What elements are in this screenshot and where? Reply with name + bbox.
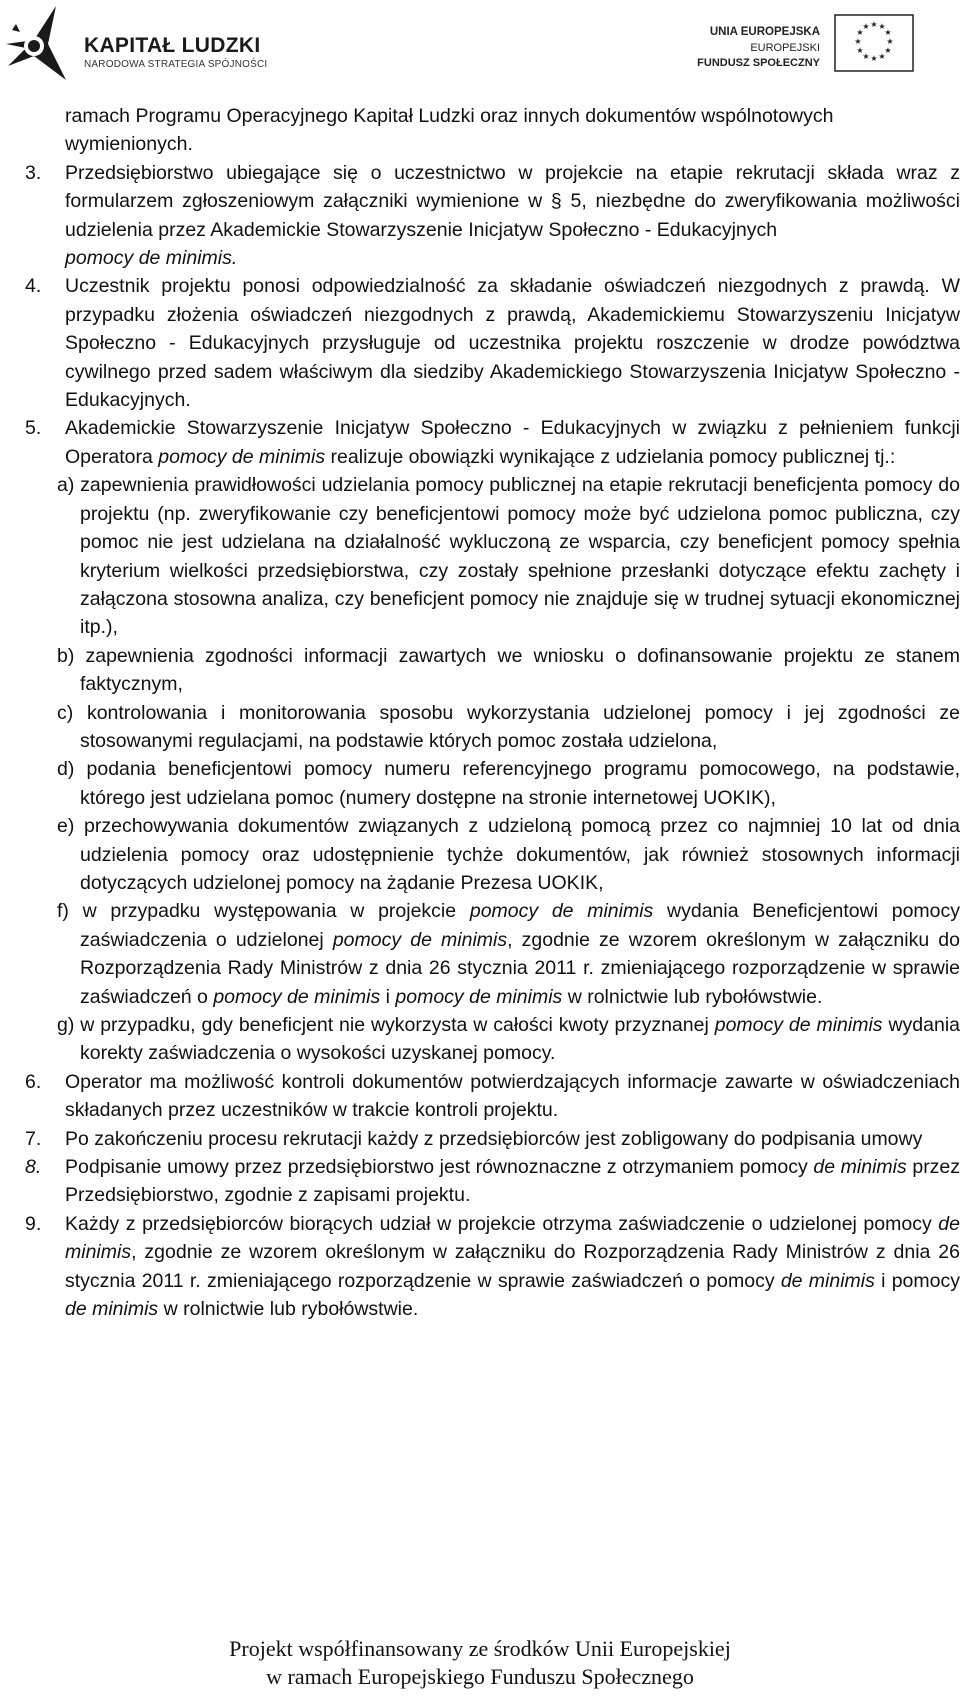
sub-item-c <box>25 699 960 756</box>
kapital-ludzki-logo <box>4 4 274 86</box>
item-text: w rolnictwie lub rybołówstwie. <box>163 1298 419 1321</box>
sub-item-text: , zgodnie ze wzorem określonym w załączniku do Rozporządzenia Rady Ministrów z dnia 26 stycznia 2011 r. zmieniającego rozporządzenie w sprawie zaświadczeń o <box>80 928 960 1008</box>
page-footer <box>0 1635 960 1691</box>
sub-item-text: d) podania beneficjentowi pomocy numeru referencyjnego programu pomocowego, na podstawie, którego jest udzielana pomoc (numery dostępne na stronie internetowej UOKIK), <box>57 758 960 809</box>
item-text-italic: de minimis <box>780 1269 875 1292</box>
list-item-8 <box>25 1153 960 1210</box>
sub-item-text: b) zapewnienia zgodności informacji zawartych we wniosku o dofinansowanie projektu ze stanem faktycznym, <box>57 644 960 696</box>
kapital-ludzki-emblem-icon <box>4 4 68 82</box>
list-item-3 <box>25 159 960 273</box>
eu-logo <box>690 14 920 76</box>
sub-item-text: i <box>385 985 390 1008</box>
svg-text:★: ★ <box>862 52 870 61</box>
list-item-9 <box>25 1210 960 1324</box>
sub-item-text: a) zapewnienia prawidłowości udzielania pomocy publicznej na etapie rekrutacji beneficjenta pomocy do projektu (np. zweryfikowanie czy beneficjentowi pomocy może być udzielona pomoc publiczna, czy pomoc nie jest udzielana na działalność wykluczoną ze wsparcia, czy beneficjent pomocy spełnia kryterium wielkości przedsiębiorstwa, czy zostały spełnione przesłanki dotyczące efektu zachęty i załączona stosowna analiza, czy beneficjent pomocy nie znajduje się w trudnej sytuacji ekonomicznej itp.), <box>57 474 960 639</box>
list-item-6 <box>25 1068 960 1125</box>
sub-item-text: f) w przypadku występowania w projekcie <box>57 900 457 923</box>
item-text: przez Przedsiębiorstwo, zgodnie z zapisami projektu. <box>65 1156 960 1207</box>
svg-text:★: ★ <box>870 20 878 29</box>
sub-item-italic: pomocy de minimis <box>213 985 381 1008</box>
item-text: Podpisanie umowy przez przedsiębiorstwo jest równoznaczne z otrzymaniem pomocy <box>65 1156 808 1179</box>
list-item-5 <box>25 414 960 471</box>
item-text: Po zakończeniu procesu rekrutacji każdy z przedsiębiorców jest zobligowany do podpisania umowy <box>65 1127 923 1150</box>
item-text-italic: pomocy de minimis. <box>65 247 238 270</box>
item-text: realizuje obowiązki wynikające z udzielania pomocy publicznej tj.: <box>330 445 896 468</box>
sub-item-text: wydania korekty zaświadczenia o wysokości uzyskanej pomocy. <box>80 1014 960 1065</box>
item-number: 3. <box>25 161 42 184</box>
sub-item-text: wydania Beneficjentowi pomocy zaświadczenia o udzielonej <box>80 900 960 951</box>
svg-text:★: ★ <box>856 28 864 37</box>
item-continuation: W przypadku złożenia oświadczeń niezgodnych z prawdą, Akademickiemu Stowarzyszeniu Inicjatyw Społeczno - Edukacyjnych przysługuje od uczestnika projektu roszczenie w drodze powództwa cywilnego przed sadem właściwym dla siedziby Akademickiego Stowarzyszenia Inicjatyw Społeczno - Edukacyjnych. <box>65 275 960 412</box>
item-text: Operator ma możliwość kontroli dokumentów potwierdzających informacje zawarte w oświadczeniach składanych przez uczestników w trakcie kontroli projektu. <box>65 1070 960 1122</box>
sub-item-italic: pomocy de minimis <box>395 985 563 1008</box>
sub-item-italic: pomocy de minimis <box>332 928 508 951</box>
eu-logo-line1: UNIA EUROPEJSKA <box>709 26 820 38</box>
sub-item-text: e) przechowywania dokumentów związanych z udzieloną pomocą przez co najmniej 10 lat od dnia udzielenia pomocy oraz udostępnienie tychże dokumentów, jak również stosownych informacji dotyczących udzielonej pomocy na żądanie Prezesa UOKIK, <box>57 815 960 894</box>
item-text: , zgodnie ze wzorem określonym w załączniku do Rozporządzenia Rady Ministrów z dnia 26 stycznia 2011 r. zmieniającego rozporządzenie w sprawie zaświadczeń o pomocy <box>65 1241 960 1292</box>
item-number: 6. <box>25 1070 42 1093</box>
item-text: Akademickie Stowarzyszenie Inicjatyw Społeczno - Edukacyjnych w związku z pełnieniem funkcji Operatora <box>65 417 960 468</box>
item-number: 9. <box>25 1212 42 1235</box>
item-text: Uczestnik projektu ponosi odpowiedzialność za składanie oświadczeń niezgodnych z prawdą. <box>65 275 930 298</box>
item-text: i pomocy <box>881 1269 960 1292</box>
svg-text:★: ★ <box>870 54 878 63</box>
item-number: 4. <box>25 275 42 298</box>
svg-text:★: ★ <box>862 22 870 31</box>
intro-paragraph <box>25 102 960 159</box>
footer-line1: Projekt współfinansowany ze środków Unii Europejskiej <box>229 1636 731 1661</box>
sub-item-text: w rolnictwie lub rybołówstwie. <box>567 985 823 1008</box>
intro-line1: ramach Programu Operacyjnego Kapitał Ludzki oraz innych dokumentów wspólnotowych <box>65 105 834 127</box>
svg-text:★: ★ <box>884 46 892 55</box>
item-text-italic: de minimis <box>813 1156 907 1179</box>
eu-logo-line3: FUNDUSZ SPOŁECZNY <box>697 57 820 69</box>
list-item-7 <box>25 1125 960 1153</box>
svg-text:★: ★ <box>884 28 892 37</box>
list-item-4 <box>25 272 960 414</box>
sub-item-b <box>25 642 960 699</box>
item-text: Przedsiębiorstwo ubiegające się o uczestnictwo w projekcie na etapie rekrutacji składa wraz z formularzem zgłoszeniowym załączniki wymienione w § 5, niezbędne do zweryfikowania możliwości udzielenia przez Akademickie Stowarzyszenie Inicjatyw Społeczno - Edukacyjnych <box>65 161 960 241</box>
item-number: 5. <box>25 417 42 440</box>
item-number: 8. <box>25 1156 42 1179</box>
item-text: Każdy z przedsiębiorców biorących udział w projekcie otrzyma zaświadczenie o udzielonej pomocy <box>65 1212 932 1235</box>
kapital-ludzki-title: KAPITAŁ LUDZKI <box>84 34 261 57</box>
item-number: 7. <box>25 1127 42 1150</box>
item-text-italic: de minimis <box>65 1212 960 1264</box>
item-text-italic: de minimis <box>65 1298 159 1321</box>
svg-text:★: ★ <box>856 46 864 55</box>
sub-item-italic: pomocy de minimis <box>469 900 654 923</box>
svg-text:★: ★ <box>854 37 862 46</box>
kapital-ludzki-subtitle: NARODOWA STRATEGIA SPÓJNOŚCI <box>84 59 268 70</box>
sub-item-f <box>25 897 960 1011</box>
page-header <box>0 0 960 90</box>
sub-item-text: g) w przypadku, gdy beneficjent nie wykorzysta w całości kwoty przyznanej <box>57 1014 709 1036</box>
sub-item-italic: pomocy de minimis <box>714 1014 883 1036</box>
item-text-italic: pomocy de minimis <box>158 445 326 468</box>
sub-item-a <box>25 471 960 641</box>
sub-item-d <box>25 755 960 812</box>
svg-text:★: ★ <box>878 22 886 31</box>
svg-text:★: ★ <box>886 37 894 46</box>
sub-item-text: c) kontrolowania i monitorowania sposobu wykorzystania udzielonej pomocy i jej zgodności ze stosowanymi regulacjami, na podstawie których pomoc została udzielona, <box>57 701 960 752</box>
intro-line2: wymienionych. <box>65 133 193 156</box>
footer-line2: w ramach Europejskiego Funduszu Społecznego <box>266 1664 694 1689</box>
sub-item-g <box>25 1011 960 1068</box>
document-body <box>25 102 960 1323</box>
svg-text:★: ★ <box>878 52 886 61</box>
sub-item-e <box>25 812 960 897</box>
eu-flag-icon <box>834 14 914 72</box>
eu-logo-line2: EUROPEJSKI <box>750 42 820 54</box>
